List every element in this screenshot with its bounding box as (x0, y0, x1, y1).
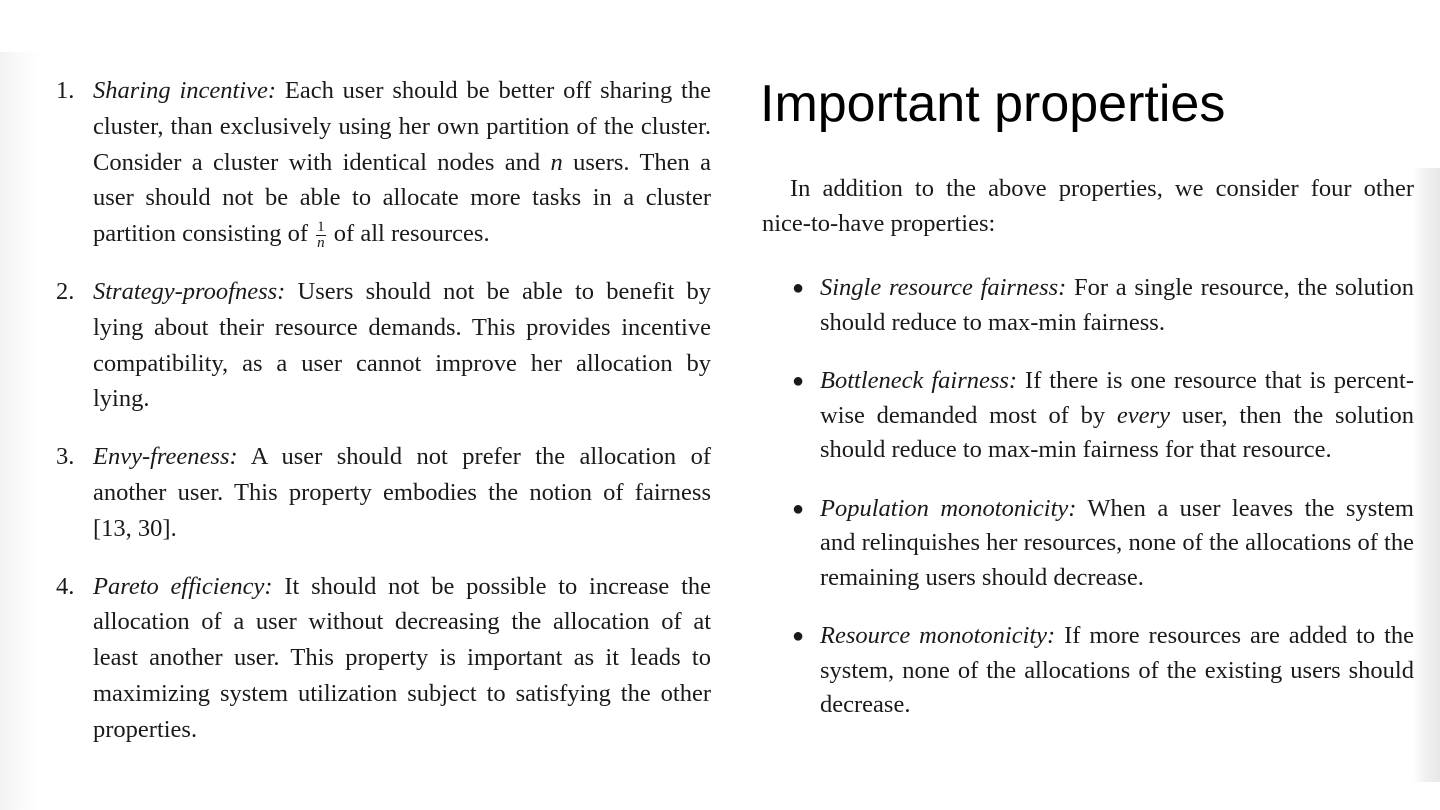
fraction-numerator: 1 (317, 219, 325, 236)
required-properties-list (56, 73, 711, 770)
property-text: Each user should be better off sharing the cluster, than exclusively using her own partition of the cluster. Consider a cluster with identical nodes and (93, 77, 711, 176)
nice-to-have-properties-list (790, 271, 1414, 747)
emphasis-text: every (1116, 401, 1170, 429)
property-text: of all resources. (327, 220, 490, 248)
fraction (316, 220, 326, 251)
property-text: It should not be possible to increase the allocation of a user without decreasing the allocation of at least another user. This property is important as it leads to maximizing system utilization subject to satisfying the other properties. (93, 572, 712, 743)
property-term: Resource monotonicity: (820, 622, 1056, 649)
intro-paragraph: In addition to the above properties, we consider four other nice-to-have properties: (762, 175, 1414, 237)
property-term: Pareto efficiency: (93, 572, 273, 600)
property-term: Strategy-proofness: (93, 277, 286, 305)
math-variable: n (550, 148, 563, 176)
property-term: Sharing incentive: (93, 77, 277, 104)
bullet-icon: ● (792, 370, 805, 392)
list-item (790, 492, 1414, 596)
list-item (56, 439, 711, 546)
item-number: 2. (56, 277, 75, 305)
bullet-icon: ● (792, 277, 805, 299)
list-item (790, 619, 1414, 723)
property-term: Population monotonicity: (820, 494, 1077, 522)
list-item (56, 73, 711, 252)
property-text: For a single resource, the solution should reduce to max-min fairness. (820, 274, 1414, 336)
property-text: users. Then a user should not be able to allocate more tasks in a cluster partition consisting of (93, 148, 712, 248)
bullet-icon: ● (792, 625, 805, 647)
property-term: Single resource fairness: (820, 274, 1067, 301)
property-text: When a user leaves the system and relinquishes her resources, none of the allocations of the remaining users should decrease. (820, 494, 1414, 591)
item-number: 4. (56, 572, 75, 600)
property-text: user, then the solution should reduce to max-min fairness for that resource. (820, 401, 1414, 463)
bullet-icon: ● (792, 497, 805, 520)
property-text: If there is one resource that is percent-wise demanded most of by (820, 367, 1414, 429)
property-term: Bottleneck fairness: (820, 367, 1018, 394)
property-text: If more resources are added to the system, none of the allocations of the existing users should decrease. (820, 622, 1414, 718)
property-term: Envy-freeness: (93, 443, 238, 471)
slide-title: Important properties (760, 75, 1226, 133)
property-text: A user should not prefer the allocation of another user. This property embodies the notion of fairness [13, 30]. (93, 443, 711, 542)
list-item (56, 569, 711, 748)
item-number: 3. (56, 443, 75, 471)
fraction-denominator: n (317, 235, 325, 252)
list-item (790, 271, 1414, 340)
property-text: Users should not be able to benefit by lying about their resource demands. This provides incentive compatibility, as a user cannot improve her allocation by lying. (93, 277, 711, 413)
list-item (790, 364, 1414, 468)
list-item (56, 274, 711, 417)
item-number: 1. (56, 77, 75, 104)
